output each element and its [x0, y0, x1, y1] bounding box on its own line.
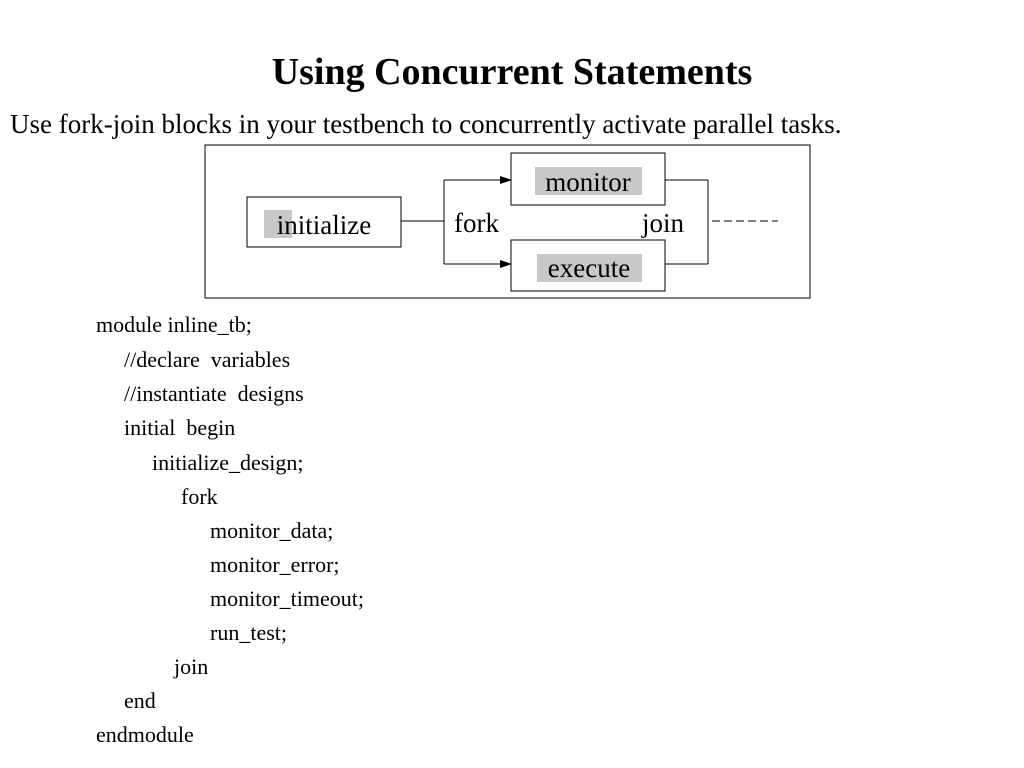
code-line: module inline_tb; [96, 312, 252, 337]
fork-label: fork [454, 208, 499, 238]
code-line: join [174, 654, 209, 679]
code-line: //instantiate designs [124, 381, 304, 406]
code-line: end [124, 688, 156, 713]
code-line: monitor_timeout; [210, 586, 364, 611]
code-line: initialize_design; [152, 450, 304, 475]
intro-text: Use fork-join blocks in your testbench to concurrently activate parallel tasks. [10, 109, 842, 139]
join-label: join [642, 208, 685, 238]
code-line: monitor_error; [210, 552, 340, 577]
initialize-label: initialize [276, 210, 372, 240]
code-line: //declare variables [124, 347, 291, 372]
code-line: endmodule [96, 722, 194, 747]
code-line: run_test; [210, 620, 287, 645]
code-line: monitor_data; [210, 518, 334, 543]
monitor-label: monitor [545, 167, 631, 197]
code-line: fork [181, 484, 218, 509]
slide-title: Using Concurrent Statements [271, 51, 753, 93]
execute-label: execute [547, 253, 631, 283]
code-line: initial begin [124, 415, 236, 440]
